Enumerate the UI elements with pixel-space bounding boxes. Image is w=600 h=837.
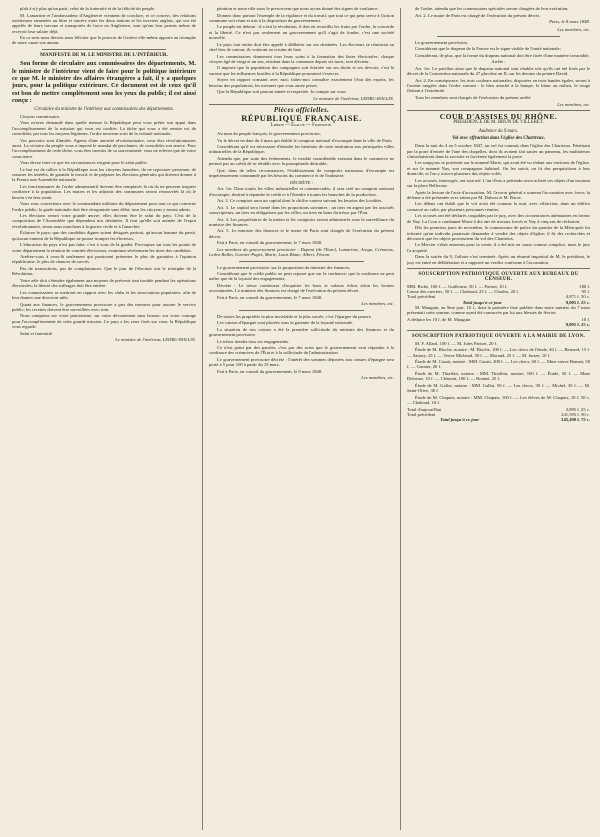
paragraph: Le pays tout entier doit être appelé à délibérer sur ses destinées. Les électeurs se réuniront au chef-lieu de canton; ils voteront au scrutin de liste.	[209, 41, 394, 52]
decree-paragraph: Ce n'est point par des paroles, c'est par des actes que le gouvernement veut répondre à la confiance des créanciers de l'État et à la sollicitude de l'administration.	[209, 345, 394, 356]
decree-article: Art. 1er. Dans toutes les villes industrielles et commerciales, il sera créé un comptoir national d'escompte, destiné à répandre le crédit et à l'étendre à toutes les branches de la production.	[209, 186, 394, 197]
circular-paragraph: Vous vous concerterez avec le commandant militaire du département pour tout ce qui concerne l'ordre public; la garde nationale doit être réorganisée sans délai; tous les citoyens y seront admis.	[12, 201, 196, 212]
paragraph: Que la République soit partout aimée et respectée. Je compte sur vous.	[217, 89, 347, 95]
row-amount: 245,490 f. 75 c.	[561, 417, 590, 423]
court-title: COUR D'ASSISES DU RHÔNE.	[439, 111, 558, 121]
circular-paragraph: Les commissaires se mettront en rapport avec les clubs et les associations populaires, afin de leur donner une direction utile.	[12, 289, 196, 300]
subscription-note: M. Mauguin, au 9me jour, 10 f., dont la première liste publiée dans notre numéro du 7 mars présentait cette somme, comme ayant été consacrée par lui aux blessés de février.	[407, 304, 590, 316]
row-amount: 3,895 f. 25 c.	[565, 406, 590, 412]
paragraph: Soyez en rapport constant avec moi; faites-moi connaître exactement l'état des esprits, les besoins des populations, les mesures que vous aurez prises.	[209, 77, 394, 88]
row-label: A déduire les 10 f. de M. Mauguin	[407, 316, 471, 322]
circular-paragraph: L'éducation du pays n'est pas faite; c'est à vous de la guider. Provoquez sur tous les points de votre département la réunion de comités électoraux; examinez sévèrement les titres des candidats.	[12, 242, 196, 253]
paragraph: Le peuple est debout : il a fait la révolution, il doit en recueillir les fruits par l'ordre, la concorde et la liberté. Ce n'est pas seulement un gouvernement qu'il s'agit de fonder, c'est une société nouvelle.	[209, 24, 394, 41]
divider	[407, 110, 590, 111]
manifesto-title: MANIFESTE DE M. LE MINISTRE DE L'INTÉRIEUR.	[40, 51, 168, 58]
row-amount: 180 f.	[579, 283, 590, 289]
circular-paragraph: Quant aux finances, le gouvernement provisoire a pris des mesures pour assurer le service public; les recettes doivent être surveillées avec soin.	[12, 301, 196, 312]
paragraph: Considérant, de plus, que la forme du drapeau national doit être fixée d'une manière invariable,	[415, 52, 590, 58]
row-label: Total jusqu'à ce jour	[440, 417, 480, 423]
manifesto-lead: Son forme de circulaire aux commissaires des départements, M. le ministre de l'intérieur vient de faire pour le politique intérieure ce que M. le ministre des affaires étrangères a fait, il y a quelques jours, pour la politique extérieure. Ce document est de ceux qu'il est bon de mettre complètement sous les yeux du public; il est ainsi conçu :	[12, 60, 196, 105]
decree-article: Art. 3. Le capital sera formé dans les proportions suivantes : un tiers en argent par les associés souscripteurs; un tiers en obligations par les villes; un tiers en bons du trésor par l'État.	[209, 204, 394, 215]
circular-paragraph: Nous comptons sur votre patriotisme, sur votre dévouement sans bornes, sur votre courage pour l'accomplissement de cette grande mission. Le pays a les yeux fixés sur vous; la République vous regarde.	[12, 313, 196, 330]
circular-signature: Le ministre de l'intérieur, LEDRU-ROLLIN.	[115, 337, 196, 343]
divider	[437, 36, 560, 37]
divider	[407, 268, 590, 269]
row-amount: 95 f.	[581, 288, 590, 294]
paragraph: Art. 2. Le maire de Paris est chargé de l'exécution du présent décret.	[415, 12, 541, 18]
column-right	[407, 6, 590, 832]
circular-paragraph: Pas de transactions, pas de complaisances. Que le jour de l'élection soit le triomphe de la Révolution.	[12, 265, 196, 277]
subscription2-paragraph: Étude de M. Casati, notaire : MM. Casati, 200 f. — Les clercs, 60 f. — Mme veuve Bonnet, 50 f. — Garnier, 20 f.	[407, 359, 590, 370]
court-paragraph: Dans la soirée du 9, l'affaire s'est terminée. Après un résumé impartial de M. le président, le jury est entré en délibération et a rapporté un verdict conforme à l'accusation.	[407, 254, 590, 265]
paragraph: Arrête :	[491, 59, 506, 65]
decree-intro: Au nom du peuple français, le gouvernement provisoire,	[217, 131, 321, 137]
row-amount: 10 f.	[581, 316, 590, 322]
decree-paragraph: Décrète : Le trésor continuera d'acquitter les bons et valeurs échus selon les formes accoutumées. Le ministre des finances est chargé de l'exécution du présent décret.	[209, 282, 394, 294]
decree-paragraph: Considérant qu'il est nécessaire d'étendre les bienfaits de cette institution aux principales villes industrielles de la République;	[209, 144, 394, 155]
circular-paragraph: Les élections seront votre grande œuvre; elles doivent être le salut du pays. C'est de la composition de l'Assemblée que dépendent nos destinées. Il faut qu'elle soit animée de l'esprit révolutionnaire, sinon nous marchons à la guerre civile et à l'anarchie.	[12, 213, 196, 229]
signature: Le ministre de l'intérieur, LEDRU-ROLLIN.	[313, 95, 394, 101]
subscription2-table	[407, 407, 590, 423]
decree-paragraph: Vu le décret en date du 4 mars qui établit le comptoir national d'escompte dans la ville de Paris;	[217, 137, 393, 143]
subscription-table	[407, 284, 590, 305]
signature: Les membres, etc.	[361, 301, 394, 307]
decree-paragraph: Fait à Paris, en conseil du gouvernement, le 7 mars 1848.	[217, 294, 323, 300]
row-label: Total d'aujourd'hui	[407, 406, 442, 412]
court-paragraph: Les soupçons se portèrent sur le nommé Marie, qui avait été vu rôdant aux environs de l'église, et sur le nommé Nay, son compagnon habituel. On les suivit, on fit des perquisitions à leur domicile, et l'on y trouva plusieurs des objets volés.	[407, 160, 590, 177]
signature: Les membres, etc.	[557, 27, 590, 33]
court-paragraph: Dans la nuit du 4 au 5 octobre 1847, un vol fut commis dans l'église des Chartreux. Pénétrant par la porte d'entrée de l'une des chapelles, dont ils avaient fait sauter un panneau, les malfaiteurs s'introduisirent dans la sacristie et forcèrent également la porte.	[407, 143, 590, 159]
paragraph: Il importe que la population des campagnes soit éclairée sur ses droits et ses devoirs; c'est là surtout que les influences hostiles à la République pourraient s'exercer.	[209, 65, 394, 76]
row-amount: 241,595 f. 50 c.	[561, 411, 590, 417]
subscription2-paragraph: Étude de M. Gallot, notaire : MM. Gallot, 50 f. — Les clercs, 30 f. — Michel, 30 f. — M. Saint-Olive, 30 f.	[407, 382, 590, 394]
decree-paragraph: Le gouvernement provisoire décrète : l'intérêt des sommes déposées aux caisses d'épargne sera porté à 5 pour 100 à partir du 15 mars.	[209, 357, 394, 368]
court-case: Vol avec effraction dans l'église des Chartreux.	[451, 135, 546, 141]
column-left	[12, 6, 196, 832]
decree-paragraph: Le gouvernement provisoire, sur la proposition du ministre des finances,	[217, 264, 351, 270]
court-paragraph: Les accusés, interrogés, ont tout nié. L'un d'eux a prétendu avoir acheté ces objets d'un inconnu sur la place Bellecour.	[407, 177, 590, 188]
paragraph: Donnez donc partout l'exemple de la vigilance et du travail; que tout ce qui peut servir à l'action commune soit réuni et mis à la disposition du gouvernement.	[209, 12, 394, 23]
paragraph: Considérant que le drapeau de la France est le signe visible de l'unité nationale;	[415, 46, 561, 52]
decree-article: Art. 4. Les propriétaires de la nation et les comptoirs seront administrés sous la surveillance du ministre des finances.	[209, 216, 394, 227]
decree-article: Art. 2. Ce comptoir aura un capital dont le chiffre variera suivant les besoins des localités.	[217, 198, 383, 204]
court-session: Audience du 9 mars.	[478, 128, 519, 134]
intro-paragraph: plaît à n'y plus qu'un parti, celui de la fraternité et de la félicité du peuple.	[20, 6, 156, 11]
subscription2-paragraph: M. F. Allard, 100 f. — M. Jules Pariset, 20 f.	[415, 340, 498, 346]
divider	[407, 330, 590, 331]
circular-paragraph: Éclairez le pays; que des candidats dignes soient désignés partout, qu'aucun homme du passé, qu'aucun ennemi de la République ne puisse tromper les électeurs.	[12, 230, 196, 241]
decree-paragraph: Que, dans de telles circonstances, l'établissement de comptoirs nationaux d'escompte est impérieusement commandé par les besoins du commerce et de l'industrie;	[209, 167, 394, 179]
court-paragraph: Le Mercier s'était entremis pour la vente; il a été mis en cause comme complice, mais le jury l'a acquitté.	[407, 242, 590, 253]
circular-paragraph: Le but est de rallier à la République tous les citoyens honnêtes, de ne repousser personne, de rassurer les intérêts, de garantir le travail, et de préparer les élections générales qui doivent donner à la France une Assemblée nationale.	[12, 166, 196, 183]
signature: Les membres, etc.	[557, 101, 590, 107]
court-paragraph: Les accusés ont été déclarés coupables par le jury, avec des circonstances atténuantes en faveur de Nay. La Cour a condamné Marie à dix ans de travaux forcés et Nay à cinq ans de réclusion.	[407, 213, 590, 224]
row-amount: 9,095 f. 25 c.	[565, 321, 590, 327]
circular-paragraph: Vos pouvoirs sont illimités. Agents d'une autorité révolutionnaire, vous êtes révolutionnaires aussi. La victoire du peuple vous a imposé le mandat de proclamer, de consolider son œuvre. Pour l'accomplissement de cette tâche, vous êtes investis de sa souveraineté; vous ne relevez que de votre conscience.	[12, 137, 196, 159]
place-date: Paris, le 8 mars 1848.	[549, 19, 590, 25]
subscription2-paragraph: Étude de M. Bioche, notaire : M. Bioche, 100 f. — Les clercs de l'étude, 40 f. — Bernard, 15 f. — Sauzey, 25 f. — Veuve Michaud, 30 f. — Morand, 25 f. — M. Jurien, 10 f.	[407, 347, 590, 358]
column-middle	[209, 6, 394, 832]
circular-paragraph: Arrêtez-vous à ceux-là seulement qui paraissent présenter le plus de garanties à l'opinion républicaine, le plus de chances de succès.	[12, 254, 196, 265]
decree-decision: DÉCRÈTE :	[289, 179, 314, 185]
paragraph: Art. 2. En conséquence, les trois couleurs nationales, disposées en trois bandes égales, seront à l'avenir rangées dans l'ordre suivant : le bleu attaché à la hampe, le blanc au milieu, le rouge flottant à l'extrémité.	[407, 77, 590, 94]
newspaper-page	[12, 6, 590, 832]
paragraph: Art. 1er. Le pavillon ainsi que le drapeau national sont rétablis tels qu'ils ont été fixés par le décret de la Convention nationale du 27 pluviôse an II, sur les dessins du peintre David.	[407, 65, 590, 77]
row-amount: 4,871 f. 50 c.	[565, 294, 590, 300]
row-label: Total précédent	[407, 294, 436, 300]
intro-paragraph: En ce sens nous devons nous féliciter que le pouvoir de Genève elle-même apporte au triomphe de notre cause son amour.	[12, 35, 196, 46]
circular-salutation: Citoyen commissaire,	[20, 113, 61, 119]
court-paragraph: Dès les premiers jours de novembre, le commissaire de police du quartier de la Métropole fut informé qu'un individu paraissait demander à vendre des objets d'église; il fit des recherches et découvrit que les objets provenaient du vol des Chartreux.	[407, 225, 590, 241]
circular-paragraph: Vous devez faire ce que les circonstances exigent pour le salut public.	[20, 160, 148, 166]
divider	[42, 49, 166, 50]
row-label: Caisse des ouvriers, 50 f. — Chaboud, 25 f. — Charles, 20 f.	[407, 288, 520, 294]
row-amount: 9,005 f. 25 c.	[565, 299, 590, 305]
row-label: Total jusqu'à ce jour	[462, 299, 502, 305]
decree-date: Fait à Paris, en conseil du gouvernement, le 9 mars 1848.	[217, 368, 323, 374]
intro-paragraph: M. Lamartine et l'ambassadeur d'Angleterre viennent de conclure, et ce concert, des relations extérieures ramenées au libre et sincère entre les deux nations et les ouvriers anglais, qui ont été appelés de leurs travaux et transportés de force en Angleterre, sont qu'ont leur permis même de recevoir leur salaire déjà.	[12, 12, 196, 34]
decree-paragraph: Attendu que, par suite des événements, le trouble considérable existant dans le commerce ne permet pas au crédit de se rétablir avec la promptitude désirable;	[209, 155, 394, 167]
official-pieces-title: Pièces officielles.	[273, 106, 330, 114]
republic-motto: Liberté — Égalité — Fraternité.	[270, 122, 333, 128]
table-row-total	[407, 322, 590, 327]
paragraph: Tous les membres sont chargés de l'exécution du présent arrêté.	[415, 94, 532, 100]
paragraph: Le gouvernement provisoire,	[415, 39, 469, 45]
court-paragraph: Après la lecture de l'acte d'accusation, M. l'avocat général a soutenu l'accusation avec force; la défense a été présentée avec talent par M. Dubost et M. Bacot.	[407, 189, 590, 200]
table-row-total	[407, 417, 590, 422]
divider	[209, 104, 394, 105]
circular-paragraph: Vous m'avez demandé dans quelle mesure la République peut vous prêter son appui dans l'accomplissement de la mission qui vous est confiée. La tâche qui vous a été remise est de consolider, par tous les moyens légitimes, l'ordre nouveau sorti de la volonté nationale.	[12, 120, 196, 137]
decree-members: Les membres du gouvernement provisoire : Dupont (de l'Eure), Lamartine, Arago, Crémieux, Ledru-Rollin, Garnier-Pagès, Marie, Louis Blanc, Albert, Flocon.	[209, 246, 394, 258]
paragraph: pération et notre rôle nous le prescrivent que nous ayons donné des signes de confiance.	[217, 6, 379, 11]
circular-paragraph: Salut et fraternité.	[20, 330, 54, 336]
decree-paragraph: La situation de nos caisses a été la première sollicitude du ministre des finances et du gouvernement provisoire.	[209, 326, 394, 338]
decree-article: Art. 5. Le ministre des finances et le maire de Paris sont chargés de l'exécution du présent décret.	[209, 228, 394, 239]
row-label: Total précédent	[407, 411, 436, 417]
row-label: MM. Riche, 100 f. — Guillerme, 50 f. — Pariset, 10 f.	[407, 283, 508, 289]
signature: Les membres, etc.	[361, 375, 394, 381]
circular-paragraph: Votre zèle doit s'étendre également aux moyens de prévenir tout trouble pendant les opérations électorales; la liberté des suffrages doit être entière.	[12, 277, 196, 289]
decree-paragraph: De toutes les propriétés la plus inviolable et la plus sacrée, c'est l'épargne du pauvre.	[217, 313, 372, 319]
divider	[239, 261, 364, 262]
decree-paragraph: Les caisses d'épargne sont placées sous la garantie de la loyauté nationale.	[217, 320, 354, 326]
subscription2-paragraph: Étude de M. Chapuis, notaire : MM. Chapuis, 100 f. — Les élèves de M. Chapuis, 18 f. 50 c. — Chaboud, 10 f.	[407, 394, 590, 405]
decree-paragraph: Considérant que le crédit public ne peut reposer que sur la confiance; que la confiance ne peut naître que de la loyauté des engagements;	[209, 271, 394, 282]
subscription2-paragraph: Étude de M. Thiaffait, notaire : MM. Thiaffait, notaire, 100 f. — Étude, 50 f. — Mme Delorme, 10 f. — Clément, 100 f. — Bonnet, 25 f.	[407, 370, 590, 382]
column-rule	[400, 8, 401, 830]
divider	[239, 310, 364, 311]
republic-title: RÉPUBLIQUE FRANÇAISE.	[241, 113, 362, 124]
circular-paragraph: Les fonctionnaires de l'ordre administratif doivent être remplacés là où ils ne peuvent inspirer confiance à la population. Les maires et les adjoints des communes seront renouvelés là où le besoin s'en fera sentir.	[12, 183, 196, 200]
circular-caption: Circulaire du ministre de l'intérieur aux commissaires des départements.	[34, 106, 174, 112]
decree-paragraph: Le trésor tiendra tous ses engagements.	[217, 338, 290, 344]
decree-date: Fait à Paris, en conseil du gouvernement, le 7 mars 1848.	[217, 240, 323, 246]
subscription-deduct	[407, 317, 590, 328]
subscription2-title: SOUSCRIPTION PATRIOTIQUE OUVERTE A LA MAIRIE DE LYON.	[411, 334, 586, 340]
paragraph: de l'ordre, attendu que les commissions spéciales seront chargées de leur exécution,	[415, 6, 569, 11]
court-paragraph: Les débats ont établi que le vol avait été commis la nuit, avec effraction, dans un édifice consacré au culte, par plusieurs personnes réunies.	[407, 201, 590, 212]
court-presidence: PRÉSIDENCE DE M. BRUN DE VILLERET.	[453, 120, 544, 126]
column-rule	[202, 8, 203, 830]
paragraph: Les commissaires donneront tous leurs soins à la formation des listes électorales; chaque citoyen âgé de vingt et un ans, résidant dans la commune depuis six mois, sera électeur.	[209, 53, 394, 64]
subscription-title: SOUSCRIPTION PATRIOTIQUE OUVERTE AUX BUREAUX DU CENSEUR.	[418, 271, 579, 283]
